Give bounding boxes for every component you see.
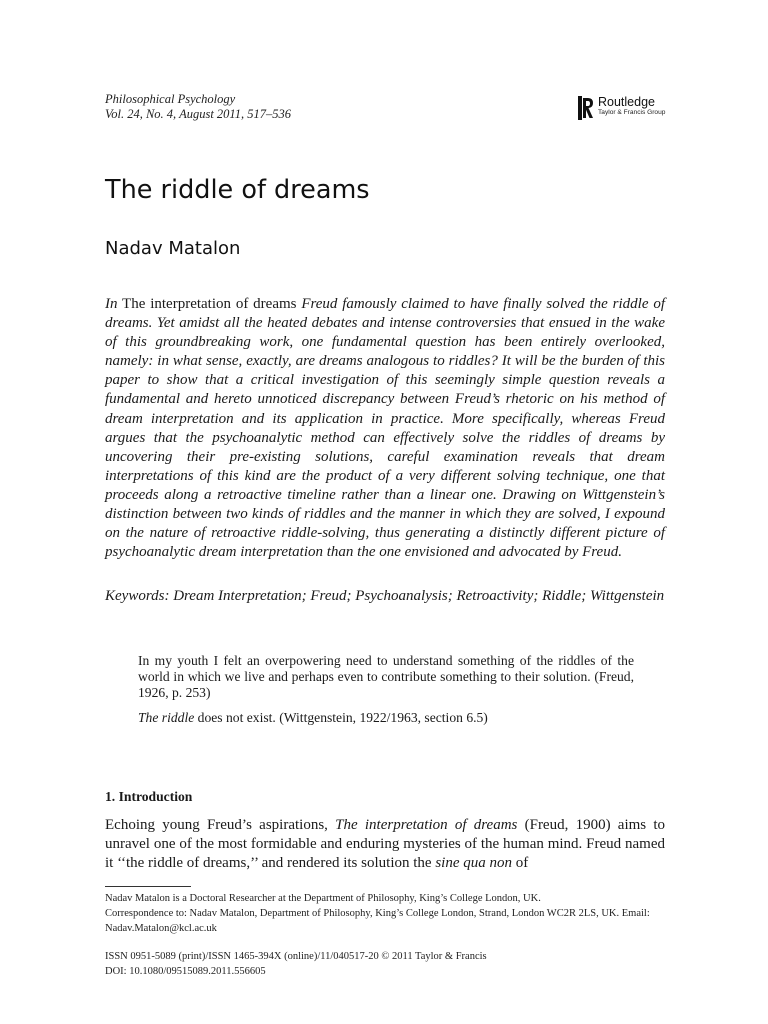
intro-text-2: (Freud, 1900) aims to unravel one of the most formidable and enduring mysteries of the human mind. Freud named it ‘‘the riddle of dreams,’’ and rendered its solution the	[105, 817, 666, 872]
routledge-logo-icon	[578, 96, 594, 120]
abstract-body: Freud famously claimed to have finally solved the riddle of dreams. Yet amidst all the heated debates and intense controversies that ensued in the wake of this groundbreaking work, one fundamental question has been entirely overlooked, namely: in what sense, exactly, are dreams analogous to riddles? It will be the burden of this paper to show that a critical investigation of this seemingly simple question reveals a fundamental and hereto unnoticed discrepancy between Freud’s rhetoric on his method of dream interpretation and its application in practice. More specifically, whereas Freud argues that the psychoanalytic method can effectively solve the riddles of dreams by uncovering their pre-existing solutions, careful examination reveals that dream interpretations of this kind are the product of a very different solving technique, one that proceeds along a retroactive timeline rather than a linear one. Drawing on Wittgenstein’s distinction between two kinds of riddles and the manner in which they are solved, I expound on the nature of retroactive riddle-solving, thus generating a distinctly different picture of psychoanalytic dream interpretation than the one envisioned and advocated by Freud.	[105, 296, 665, 561]
intro-text-1: Echoing young Freud’s aspirations,	[105, 817, 336, 833]
keywords: Keywords: Dream Interpretation; Freud; Psychoanalysis; Retroactivity; Riddle; Wittgenstein	[105, 588, 665, 604]
footnote-issn: ISSN 0951-5089 (print)/ISSN 1465-394X (online)/11/040517-20 © 2011 Taylor & Francis	[105, 951, 487, 962]
abstract-lead: In	[105, 296, 118, 312]
intro-work-title: The interpretation of dreams	[335, 817, 518, 833]
section-heading-introduction: 1. Introduction	[105, 789, 193, 804]
intro-text-3: of	[511, 855, 529, 872]
footnote-affiliation: Nadav Matalon is a Doctoral Researcher at the Department of Philosophy, King’s College London, UK.	[105, 893, 541, 904]
article-author: Nadav Matalon	[105, 238, 241, 259]
journal-name: Philosophical Psychology	[105, 92, 236, 106]
epigraph-rest: does not exist. (Wittgenstein, 1922/1963, section 6.5)	[194, 710, 488, 725]
intro-phrase: sine qua non	[435, 855, 512, 872]
article-title: The riddle of dreams	[105, 175, 370, 205]
abstract	[105, 295, 665, 562]
publisher-name: Routledge	[598, 95, 655, 109]
abstract-book-title: The interpretation of dreams	[117, 296, 302, 312]
journal-header	[105, 92, 291, 122]
introduction-paragraph	[105, 816, 665, 874]
footnote-correspondence: Correspondence to: Nadav Matalon, Department of Philosophy, King’s College London, Strand, London WC2R 2LS, UK. Email: Nadav.Matalon@kcl.ac.uk	[105, 908, 650, 934]
publisher-logo	[578, 96, 668, 120]
epigraph-italic: The riddle	[138, 710, 195, 725]
publisher-group: Taylor & Francis Group	[598, 109, 666, 116]
epigraph-wittgenstein	[138, 710, 634, 726]
footnote-doi: DOI: 10.1080/09515089.2011.556605	[105, 966, 266, 977]
epigraph-freud: In my youth I felt an overpowering need to understand something of the riddles of the world in which we live and perhaps even to contribute something to their solution. (Freud, 1926, p. 253)	[138, 653, 634, 701]
journal-citation: Vol. 24, No. 4, August 2011, 517–536	[105, 107, 292, 121]
footnote-divider	[105, 886, 191, 887]
